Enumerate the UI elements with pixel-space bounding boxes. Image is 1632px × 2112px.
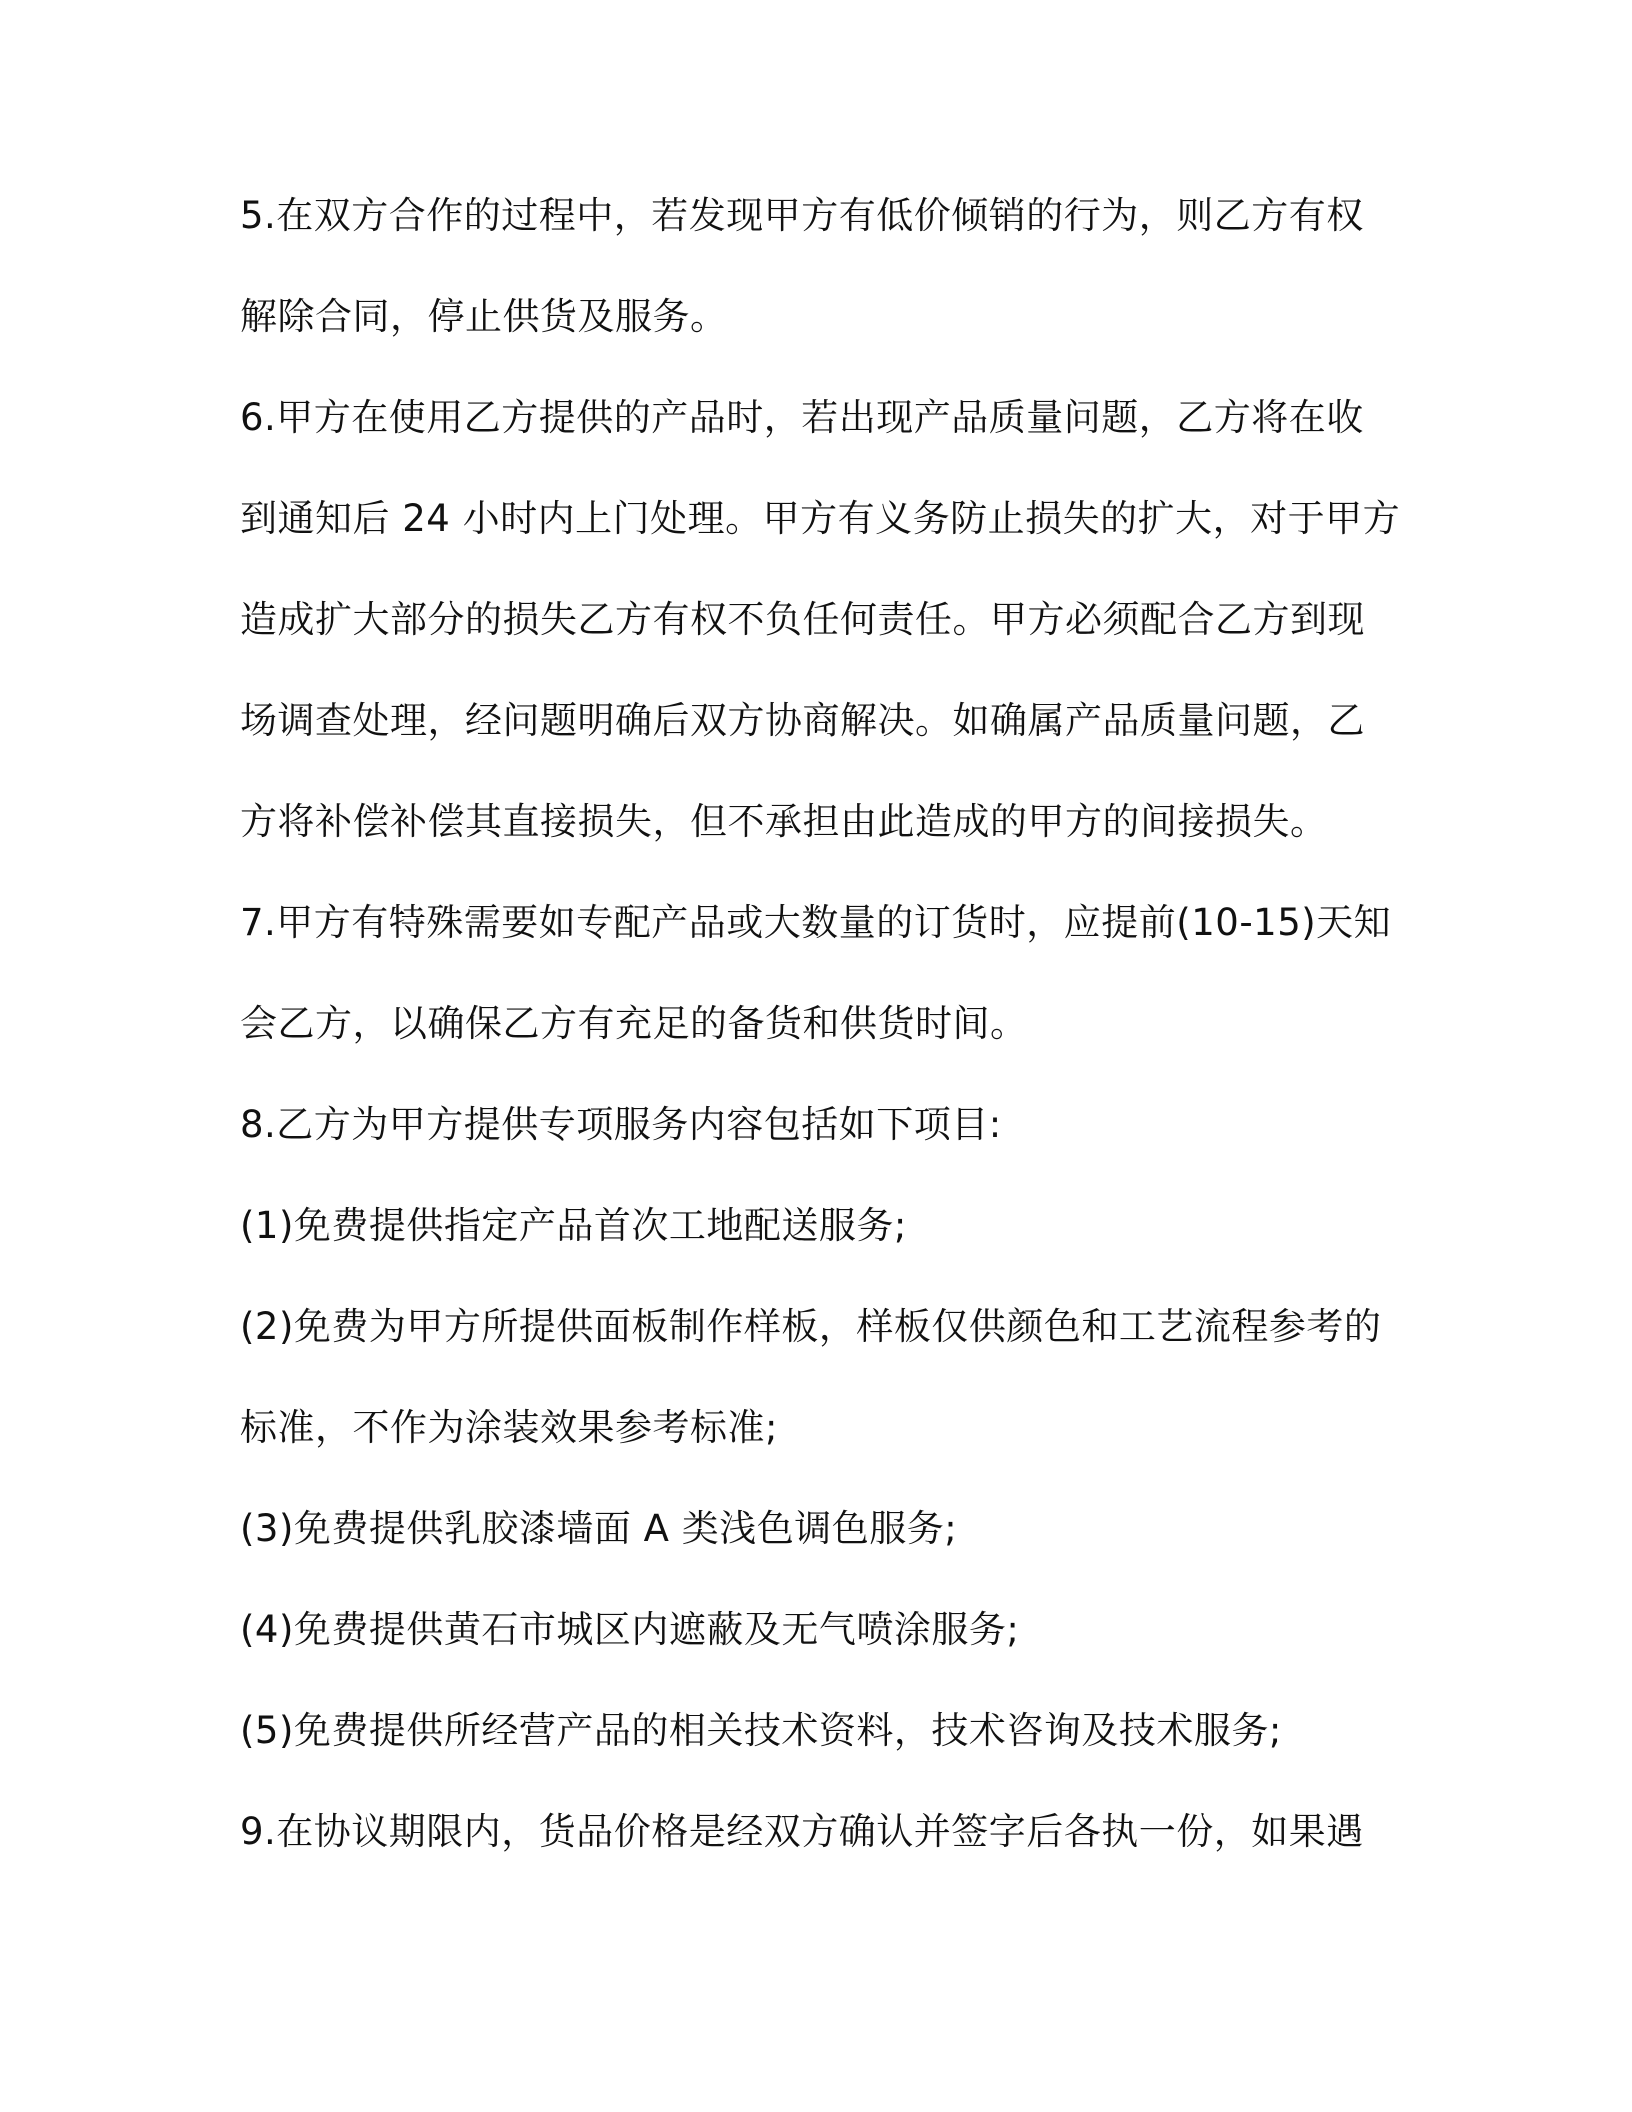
text-line: 解除合同，停止供货及服务。 [240,295,728,338]
text-line: (1)免费提供指定产品首次工地配送服务; [240,1204,907,1247]
text-line: 造成扩大部分的损失乙方有权不负任何责任。甲方必须配合乙方到现 [240,598,1365,641]
text-line: 场调查处理，经问题明确后双方协商解决。如确属产品质量问题，乙 [240,699,1365,742]
text-line: (4)免费提供黄石市城区内遮蔽及无气喷涂服务; [240,1608,1020,1651]
text-line: 5.在双方合作的过程中，若发现甲方有低价倾销的行为，则乙方有权 [240,194,1364,237]
text-line: 标准，不作为涂装效果参考标准; [240,1406,778,1449]
text-line: 8.乙方为甲方提供专项服务内容包括如下项目: [240,1103,1002,1146]
text-line: 6.甲方在使用乙方提供的产品时，若出现产品质量问题，乙方将在收 [240,396,1364,439]
contract-text [240,190,1410,1907]
text-line: (3)免费提供乳胶漆墙面 A 类浅色调色服务; [240,1507,958,1550]
text-line: 会乙方，以确保乙方有充足的备货和供货时间。 [240,1002,1028,1045]
text-line: 9.在协议期限内，货品价格是经双方确认并签字后各执一份，如果遇 [240,1810,1364,1853]
text-line: 7.甲方有特殊需要如专配产品或大数量的订货时，应提前(10-15)天知 [240,901,1392,944]
text-line: (2)免费为甲方所提供面板制作样板，样板仅供颜色和工艺流程参考的 [240,1305,1382,1348]
text-line: 方将补偿补偿其直接损失，但不承担由此造成的甲方的间接损失。 [240,800,1328,843]
text-line: 到通知后 24 小时内上门处理。甲方有义务防止损失的扩大，对于甲方 [240,497,1401,540]
text-line: (5)免费提供所经营产品的相关技术资料，技术咨询及技术服务; [240,1709,1282,1752]
